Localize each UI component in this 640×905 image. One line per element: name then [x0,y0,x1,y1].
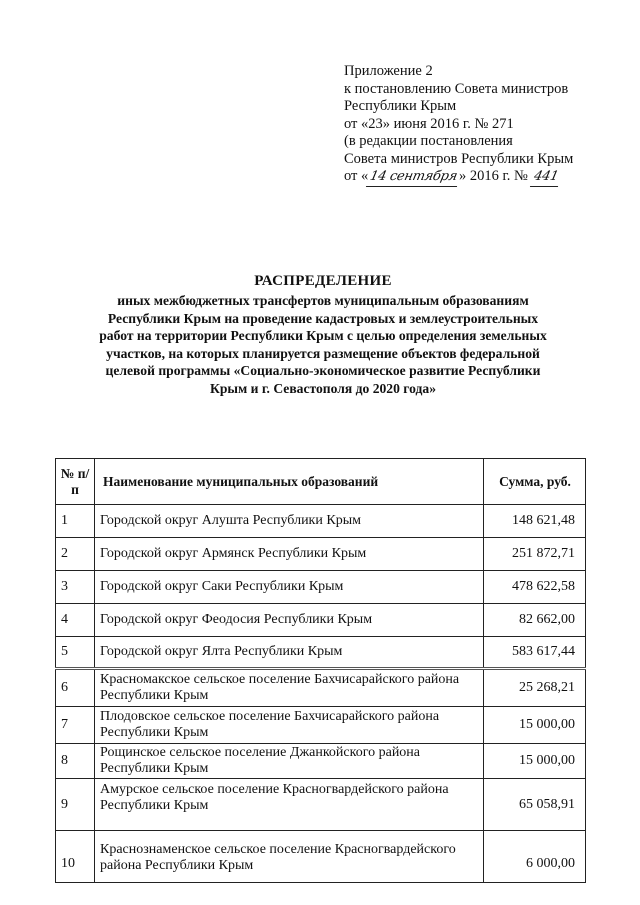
header-num: № п/п [56,459,95,505]
table-row [56,707,586,744]
title-line: иных межбюджетных трансфертов муниципальным образованиям [117,293,529,308]
document-title [40,272,606,397]
row-num: 2 [56,538,95,571]
row-num: 10 [56,831,95,883]
row-sum: 65 058,91 [484,779,586,831]
appendix-header [344,63,634,187]
signed-date-line [344,168,634,187]
row-sum: 148 621,48 [484,505,586,538]
table-row [56,604,586,637]
row-num: 3 [56,571,95,604]
row-num: 9 [56,779,95,831]
appendix-line: Приложение 2 [344,63,433,79]
table-row [56,779,586,831]
row-sum: 583 617,44 [484,637,586,669]
row-name: Амурское сельское поселение Красногвардейского района Республики Крым [95,779,484,831]
row-sum: 82 662,00 [484,604,586,637]
table-row [56,831,586,883]
table-row [56,505,586,538]
row-num: 4 [56,604,95,637]
row-num: 6 [56,669,95,707]
title-line: Крым и г. Севастополя до 2020 года» [209,380,437,396]
row-name: Городской округ Алушта Республики Крым [95,505,484,538]
row-name: Красномакское сельское поселение Бахчисарайского района Республики Крым [95,669,484,707]
row-num: 1 [56,505,95,538]
row-name: Рощинское сельское поселение Джанкойского района Республики Крым [95,744,484,779]
row-name: Городской округ Феодосия Республики Крым [95,604,484,637]
appendix-line: к постановлению Совета министров [344,80,569,97]
row-sum: 478 622,58 [484,571,586,604]
allocation-table [55,458,586,883]
row-name: Городской округ Армянск Республики Крым [95,538,484,571]
row-name: Краснознаменское сельское поселение Красногвардейского района Республики Крым [95,831,484,883]
row-sum: 251 872,71 [484,538,586,571]
table-header-row [56,459,586,505]
row-num: 5 [56,637,95,669]
handwritten-number: 441 [530,168,562,187]
row-name: Городской округ Ялта Республики Крым [95,637,484,669]
title-line: Республики Крым на проведение кадастровых и землеустроительных [107,310,539,326]
row-name: Городской округ Саки Республики Крым [95,571,484,604]
header-name: Наименование муниципальных образований [95,459,484,505]
table-row [56,538,586,571]
row-sum: 15 000,00 [484,707,586,744]
handwritten-date: 14 сентября [366,168,461,187]
row-name: Плодовское сельское поселение Бахчисарайского района Республики Крым [95,707,484,744]
appendix-line: Республики Крым [344,98,457,114]
row-sum: 25 268,21 [484,669,586,707]
table-row [56,571,586,604]
row-num: 8 [56,744,95,779]
row-sum: 6 000,00 [484,831,586,883]
appendix-line: Совета министров Республики Крым [344,150,574,167]
appendix-line: (в редакции постановления [344,133,513,149]
appendix-line: от «23» июня 2016 г. № 271 [344,115,514,132]
row-sum: 15 000,00 [484,744,586,779]
title-line: целевой программы «Социально-экономическое развитие Республики [105,363,541,378]
title-line: работ на территории Республики Крым с целью определения земельных [99,328,547,343]
signed-mid: » 2016 г. № [459,168,528,184]
row-num: 7 [56,707,95,744]
table-row [56,637,586,669]
header-sum: Сумма, руб. [484,459,586,505]
title-main: РАСПРЕДЕЛЕНИЕ [254,273,392,289]
signed-prefix: от « [344,168,369,184]
table-row [56,669,586,707]
table-row [56,744,586,779]
title-line: участков, на которых планируется размещение объектов федеральной [106,345,540,361]
